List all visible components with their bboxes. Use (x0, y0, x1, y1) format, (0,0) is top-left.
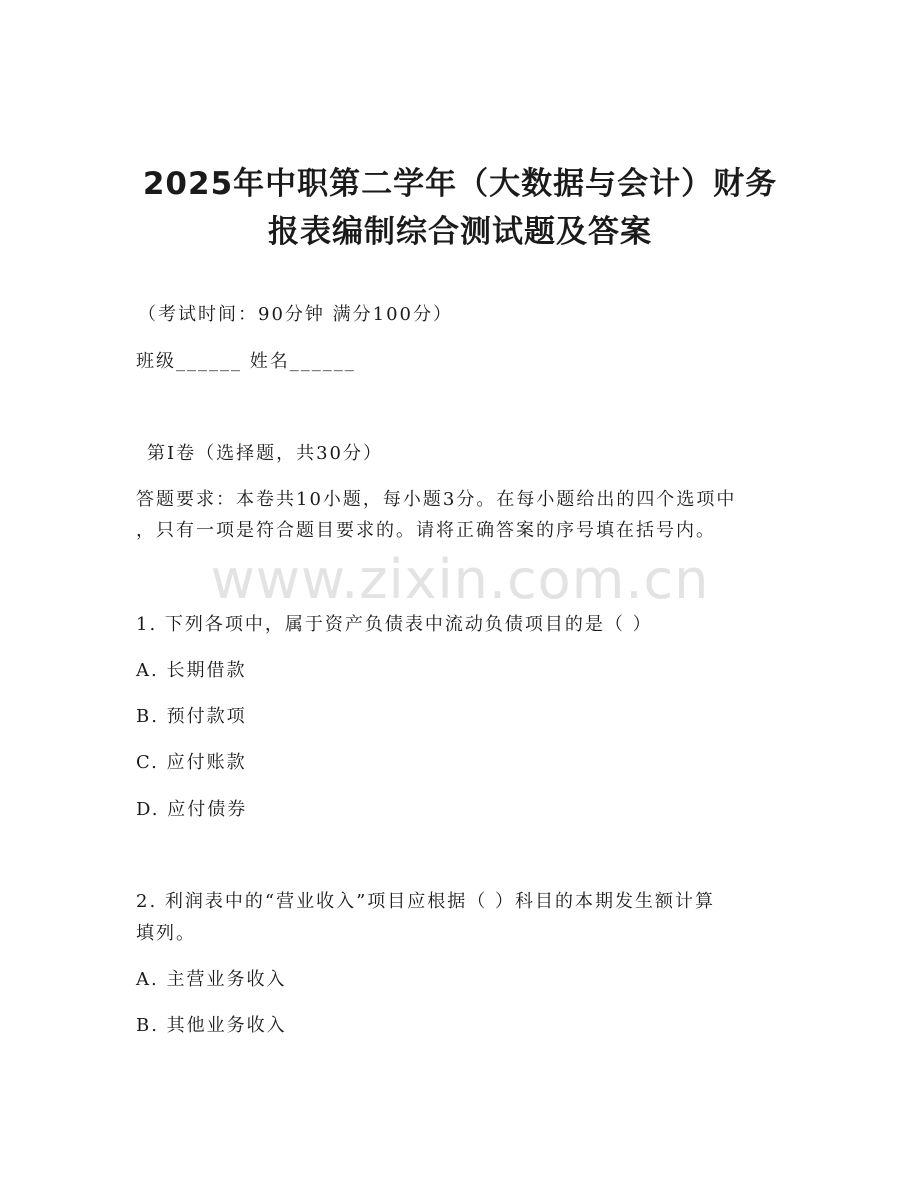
question-2-option-a: A. 主营业务收入 (136, 969, 287, 990)
document-title-line-1: 2025年中职第二学年（大数据与会计）财务 (142, 166, 778, 202)
watermark: www.zixin.com.cn (210, 548, 710, 611)
question-2-option-b: B. 其他业务收入 (136, 1015, 287, 1036)
question-1-option-a: A. 长期借款 (136, 660, 247, 681)
instructions-line-2: ，只有一项是符合题目要求的。请将正确答案的序号填在括号内。 (136, 520, 716, 541)
instructions-line-1: 答题要求：本卷共10小题，每小题3分。在每小题给出的四个选项中 (136, 489, 737, 510)
question-1-option-d: D. 应付债券 (136, 799, 248, 820)
question-2-stem-continued: 填列。 (136, 923, 196, 944)
class-name-fields: 班级______ 姓名______ (136, 351, 356, 372)
question-2-stem: 2. 利润表中的“营业收入”项目应根据（ ）科目的本期发生额计算 (136, 891, 716, 912)
exam-time-score: （考试时间：90分钟 满分100分） (138, 304, 453, 325)
question-1-option-c: C. 应付账款 (136, 752, 247, 773)
question-1-stem: 1. 下列各项中，属于资产负债表中流动负债项目的是（ ） (136, 614, 653, 635)
question-1-option-b: B. 预付款项 (136, 706, 247, 727)
section-heading: 第I卷（选择题，共30分） (147, 443, 384, 464)
document-title-line-2: 报表编制综合测试题及答案 (268, 214, 652, 250)
